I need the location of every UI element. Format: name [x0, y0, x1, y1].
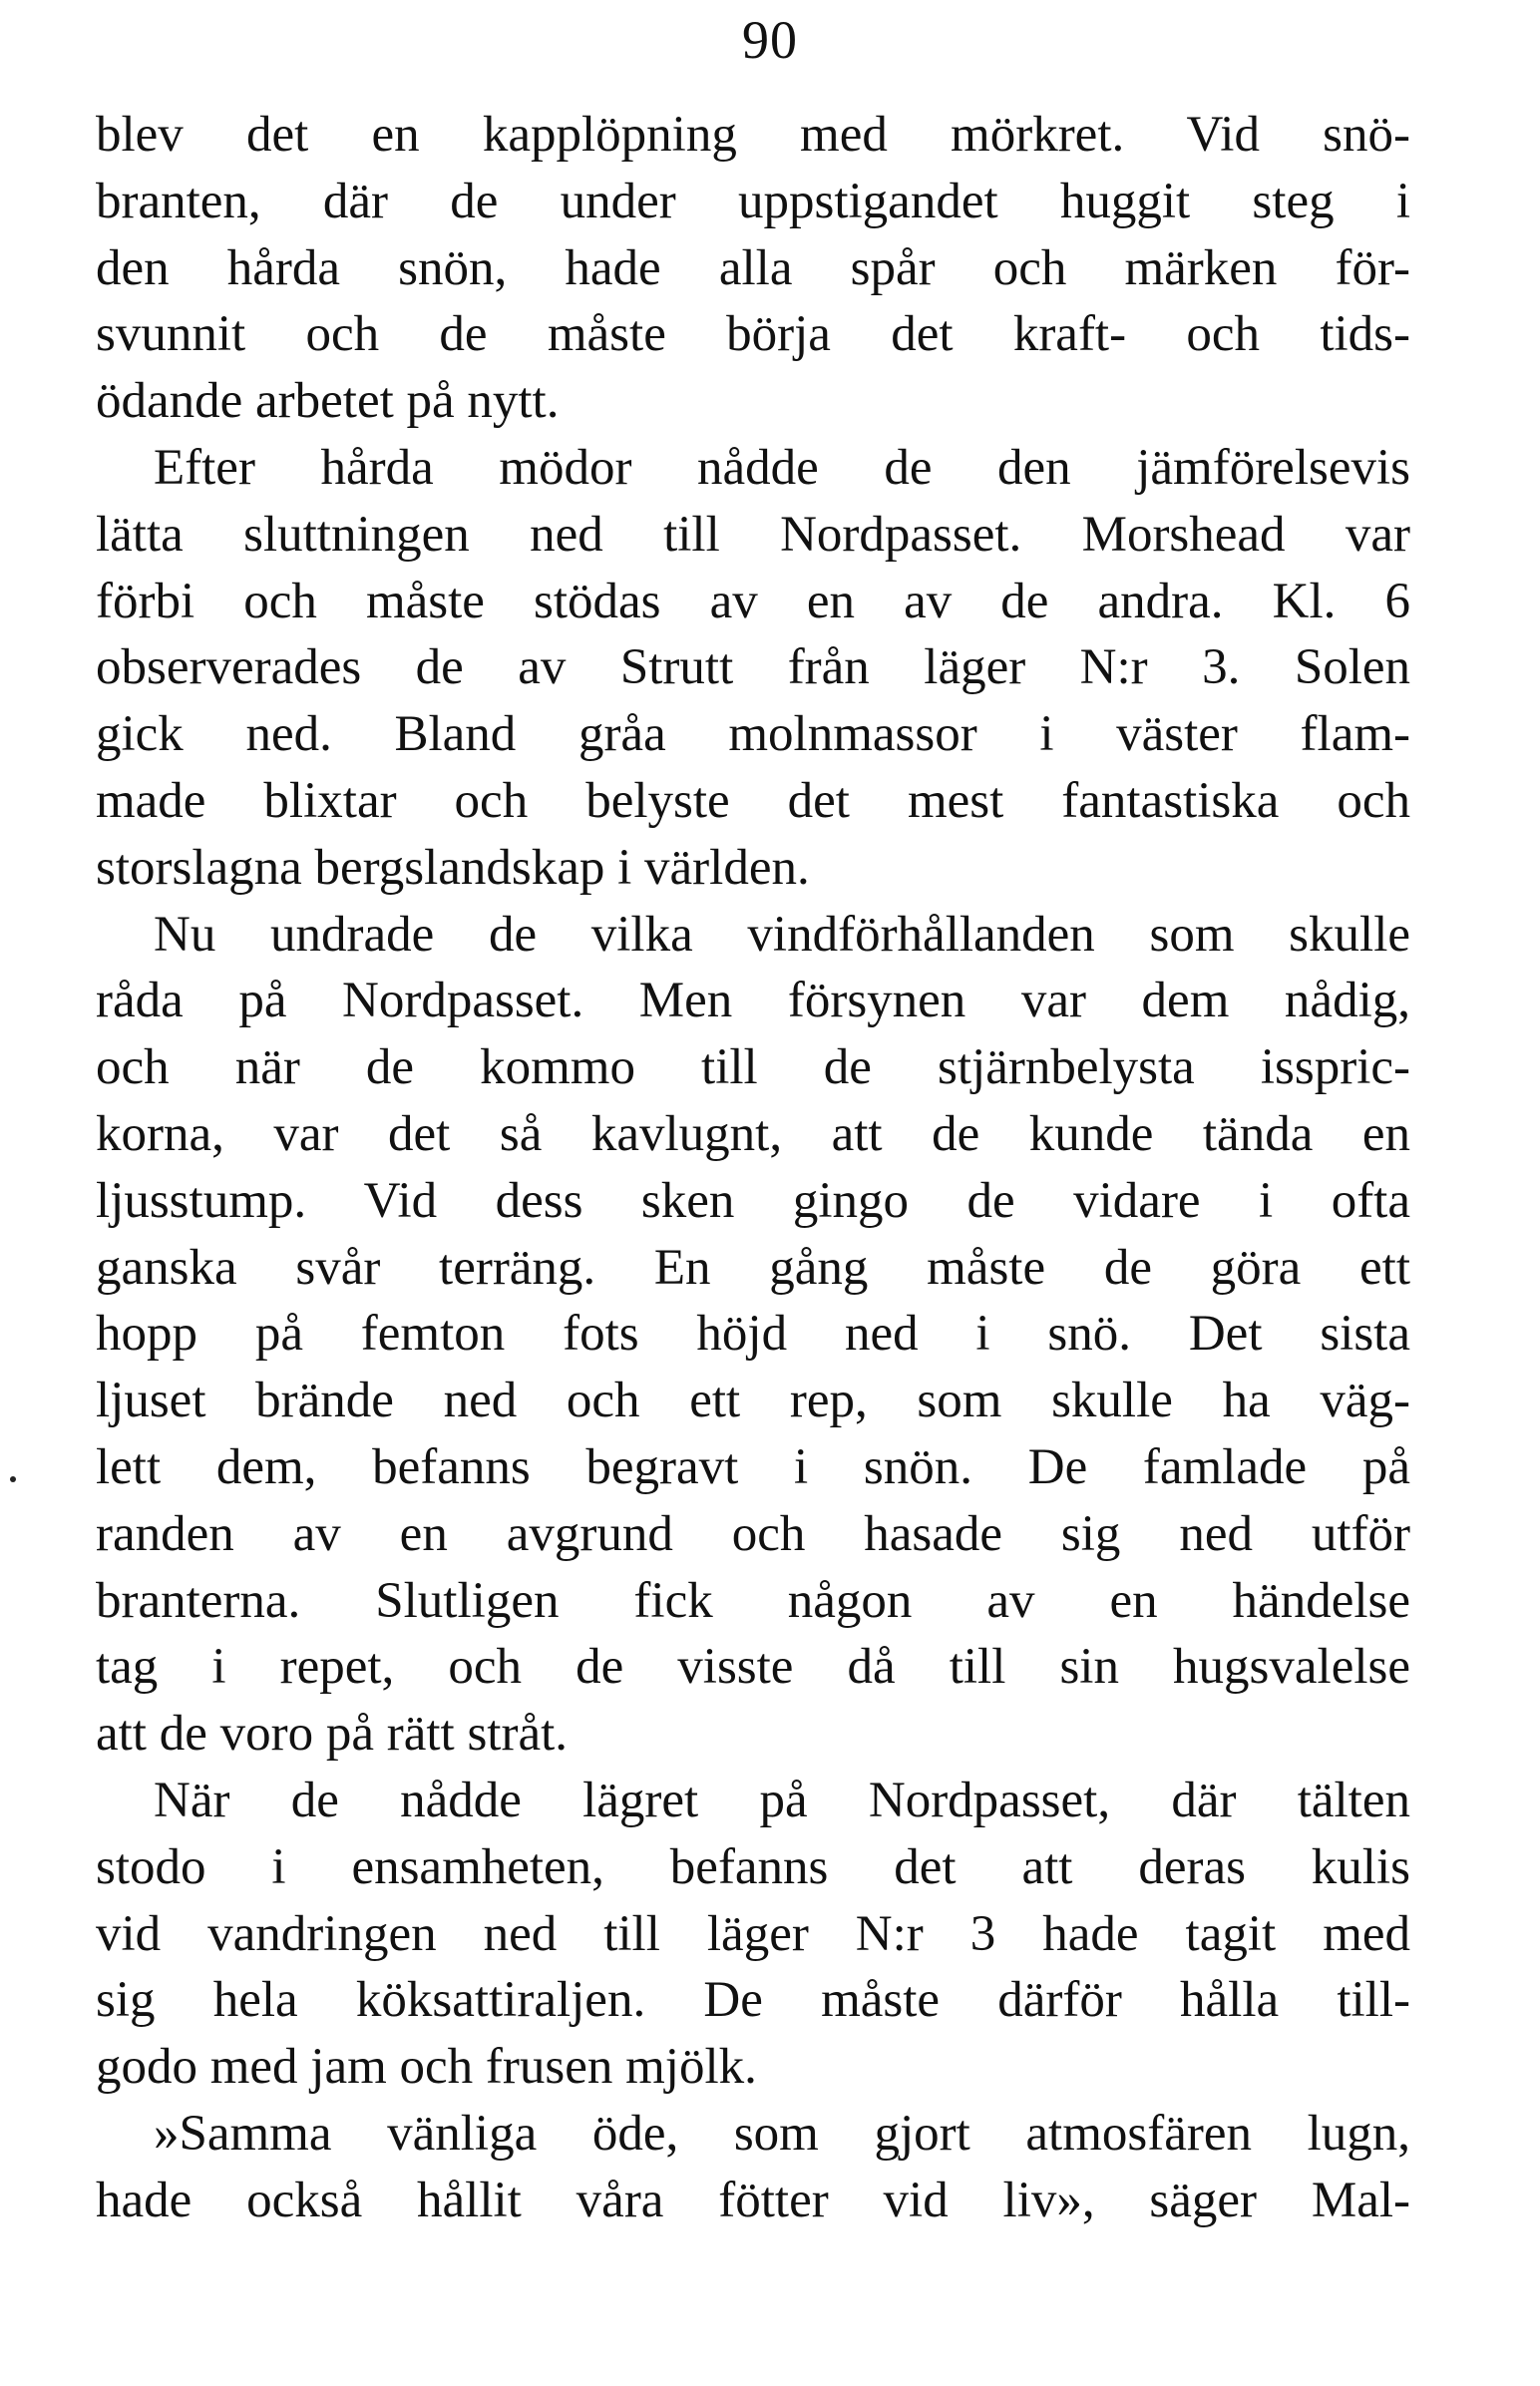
text-line: vid vandringen ned till läger N:r 3 hade tagit med	[96, 1905, 1410, 1962]
text-line: made blixtar och belyste det mest fantastiska och	[96, 772, 1410, 829]
body-text	[96, 102, 1410, 2234]
text-line: ljuset brände ned och ett rep, som skulle ha väg-	[96, 1373, 1410, 1429]
text-line: förbi och måste stödas av en av de andra. Kl. 6	[96, 573, 1410, 629]
text-line: och när de kommo till de stjärnbelysta isspric-	[96, 1039, 1410, 1096]
text-line: svunnit och de måste börja det kraft- och tids-	[96, 306, 1410, 363]
text-line: tag i repet, och de visste då till sin hugsvalelse	[96, 1639, 1410, 1696]
text-line: branterna. Slutligen fick någon av en händelse	[96, 1572, 1410, 1629]
text-line: storslagna bergslandskap i världen.	[96, 839, 810, 896]
text-line: sig hela köksattiraljen. De måste därför hålla till-	[96, 1972, 1410, 2029]
text-line: gick ned. Bland gråa molnmassor i väster flam-	[96, 706, 1410, 763]
text-line: blev det en kapplöpning med mörkret. Vid snö-	[96, 107, 1410, 163]
page-number: 90	[742, 10, 798, 70]
text-line: lätta sluttningen ned till Nordpasset. Morshead var	[96, 506, 1410, 563]
text-line: lett dem, befanns begravt i snön. De famlade på	[96, 1438, 1410, 1495]
text-line: hade också hållit våra fötter vid liv», säger Mal-	[96, 2172, 1410, 2228]
text-line: råda på Nordpasset. Men försynen var dem nådig,	[96, 973, 1410, 1029]
text-line: den hårda snön, hade alla spår och märken för-	[96, 239, 1410, 296]
text-line: ödande arbetet på nytt.	[96, 373, 560, 430]
text-line: hopp på femton fots höjd ned i snö. Det sista	[96, 1306, 1410, 1363]
text-line: När de nådde lägret på Nordpasset, där tälten	[154, 1772, 1410, 1828]
text-line: Efter hårda mödor nådde de den jämförelsevis	[154, 439, 1410, 496]
text-line: branten, där de under uppstigandet huggit steg i	[96, 173, 1410, 229]
text-line: ganska svår terräng. En gång måste de göra ett	[96, 1239, 1410, 1296]
text-line: »Samma vänliga öde, som gjort atmosfären lugn,	[154, 2105, 1410, 2162]
text-line: Nu undrade de vilka vindförhållanden som skulle	[154, 906, 1410, 963]
text-line: ljusstump. Vid dess sken gingo de vidare i ofta	[96, 1172, 1410, 1229]
text-line: korna, var det så kavlugnt, att de kunde tända en	[96, 1105, 1410, 1162]
text-line: att de voro på rätt stråt.	[96, 1706, 568, 1763]
text-line: observerades de av Strutt från läger N:r 3. Solen	[96, 639, 1410, 696]
print-speck	[10, 1476, 16, 1482]
text-line: randen av en avgrund och hasade sig ned utför	[96, 1505, 1410, 1562]
text-line: godo med jam och frusen mjölk.	[96, 2039, 757, 2096]
text-line: stodo i ensamheten, befanns det att deras kulis	[96, 1838, 1410, 1895]
